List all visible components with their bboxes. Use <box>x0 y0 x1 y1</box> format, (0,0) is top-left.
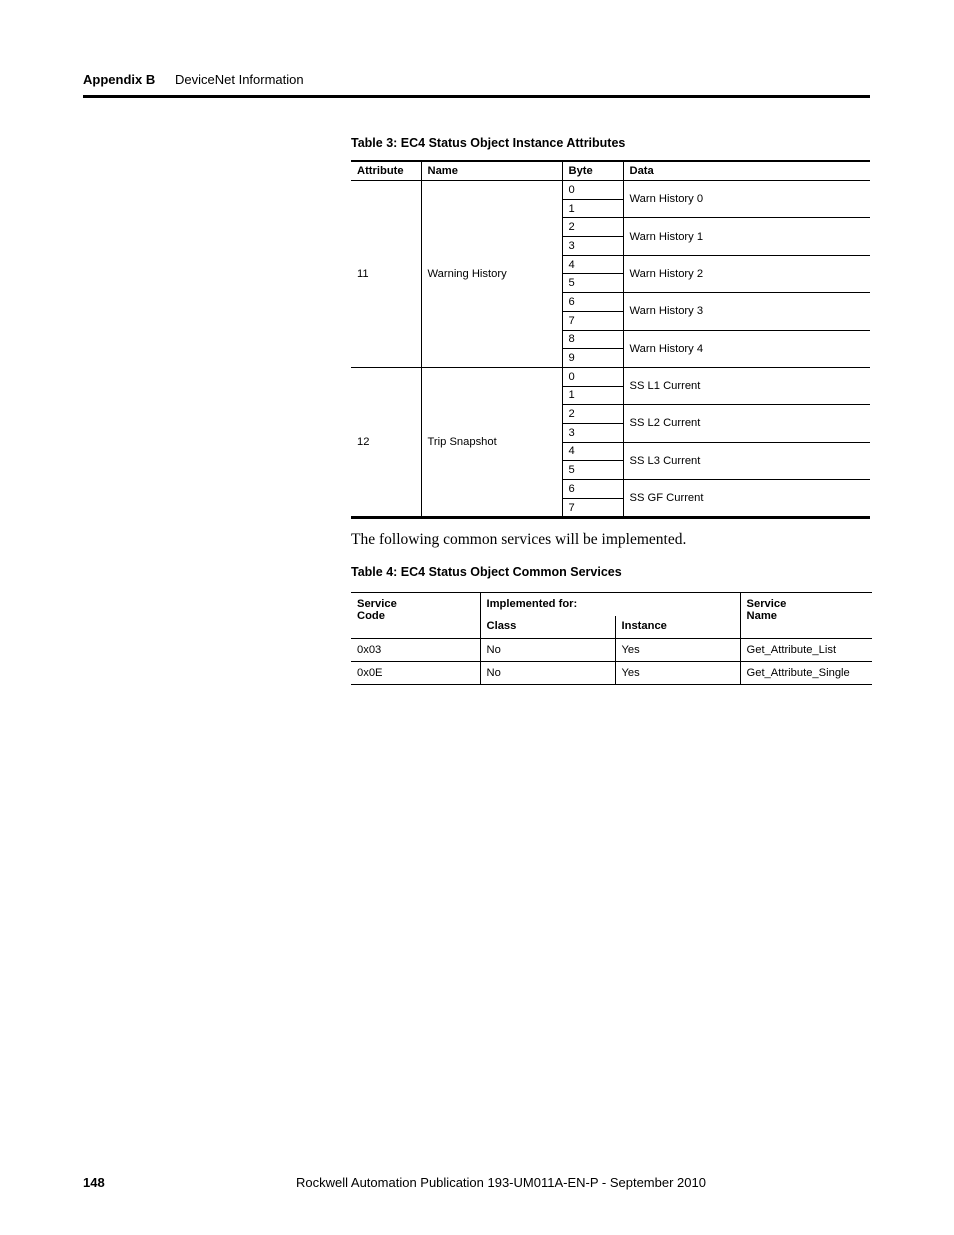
data-cell: SS GF Current <box>623 480 870 518</box>
appendix-label: Appendix B <box>83 72 156 87</box>
status-attributes-table <box>351 160 870 519</box>
service-code-cell: 0x0E <box>351 662 480 685</box>
class-cell: No <box>480 662 615 685</box>
byte-cell: 0 <box>562 181 623 200</box>
byte-cell: 5 <box>562 461 623 480</box>
service-name-cell: Get_Attribute_Single <box>740 662 872 685</box>
data-cell: SS L2 Current <box>623 405 870 442</box>
data-cell: Warn History 0 <box>623 181 870 218</box>
data-cell: Warn History 3 <box>623 293 870 330</box>
attribute-cell: 12 <box>351 367 421 518</box>
byte-cell: 6 <box>562 480 623 499</box>
header-rule <box>83 95 870 98</box>
col-instance: Instance <box>615 616 740 639</box>
table4-caption: Table 4: EC4 Status Object Common Services <box>351 565 622 579</box>
data-cell: Warn History 1 <box>623 218 870 255</box>
byte-cell: 7 <box>562 498 623 518</box>
table-row <box>351 662 872 685</box>
col-service-code: Service Code <box>357 598 397 622</box>
byte-cell: 2 <box>562 405 623 424</box>
section-title: DeviceNet Information <box>175 72 304 87</box>
page-header <box>83 72 870 90</box>
byte-cell: 4 <box>562 255 623 274</box>
table3-caption: Table 3: EC4 Status Object Instance Attributes <box>351 136 626 150</box>
col-byte: Byte <box>562 161 623 181</box>
body-paragraph: The following common services will be implemented. <box>351 531 687 548</box>
common-services-table <box>351 592 872 685</box>
instance-cell: Yes <box>615 639 740 662</box>
attribute-name-cell: Trip Snapshot <box>421 367 562 518</box>
byte-cell: 0 <box>562 367 623 386</box>
attribute-name-cell: Warning History <box>421 181 562 368</box>
col-data: Data <box>623 161 870 181</box>
data-cell: Warn History 4 <box>623 330 870 367</box>
service-code-cell: 0x03 <box>351 639 480 662</box>
class-cell: No <box>480 639 615 662</box>
data-cell: Warn History 2 <box>623 255 870 292</box>
col-service-name: Service Name <box>740 593 872 639</box>
col-class: Class <box>480 616 615 639</box>
data-cell: SS L1 Current <box>623 367 870 404</box>
instance-cell: Yes <box>615 662 740 685</box>
byte-cell: 7 <box>562 311 623 330</box>
col-name: Name <box>421 161 562 181</box>
byte-cell: 2 <box>562 218 623 237</box>
attribute-cell: 11 <box>351 181 421 368</box>
byte-cell: 6 <box>562 293 623 312</box>
page-number: 148 <box>83 1175 105 1190</box>
byte-cell: 1 <box>562 199 623 218</box>
data-cell: SS L3 Current <box>623 442 870 479</box>
byte-cell: 8 <box>562 330 623 349</box>
table-row <box>351 639 872 662</box>
byte-cell: 3 <box>562 423 623 442</box>
col-attribute: Attribute <box>351 161 421 181</box>
byte-cell: 4 <box>562 442 623 461</box>
service-name-cell: Get_Attribute_List <box>740 639 872 662</box>
byte-cell: 3 <box>562 237 623 256</box>
table-header-row <box>351 161 870 181</box>
publication-info: Rockwell Automation Publication 193-UM011A-EN-P - September 2010 <box>296 1175 706 1190</box>
byte-cell: 5 <box>562 274 623 293</box>
byte-cell: 9 <box>562 349 623 368</box>
table-header-row <box>351 593 872 617</box>
byte-cell: 1 <box>562 386 623 405</box>
table-row <box>351 367 870 386</box>
table-row <box>351 181 870 200</box>
col-implemented-for: Implemented for: <box>480 593 740 617</box>
